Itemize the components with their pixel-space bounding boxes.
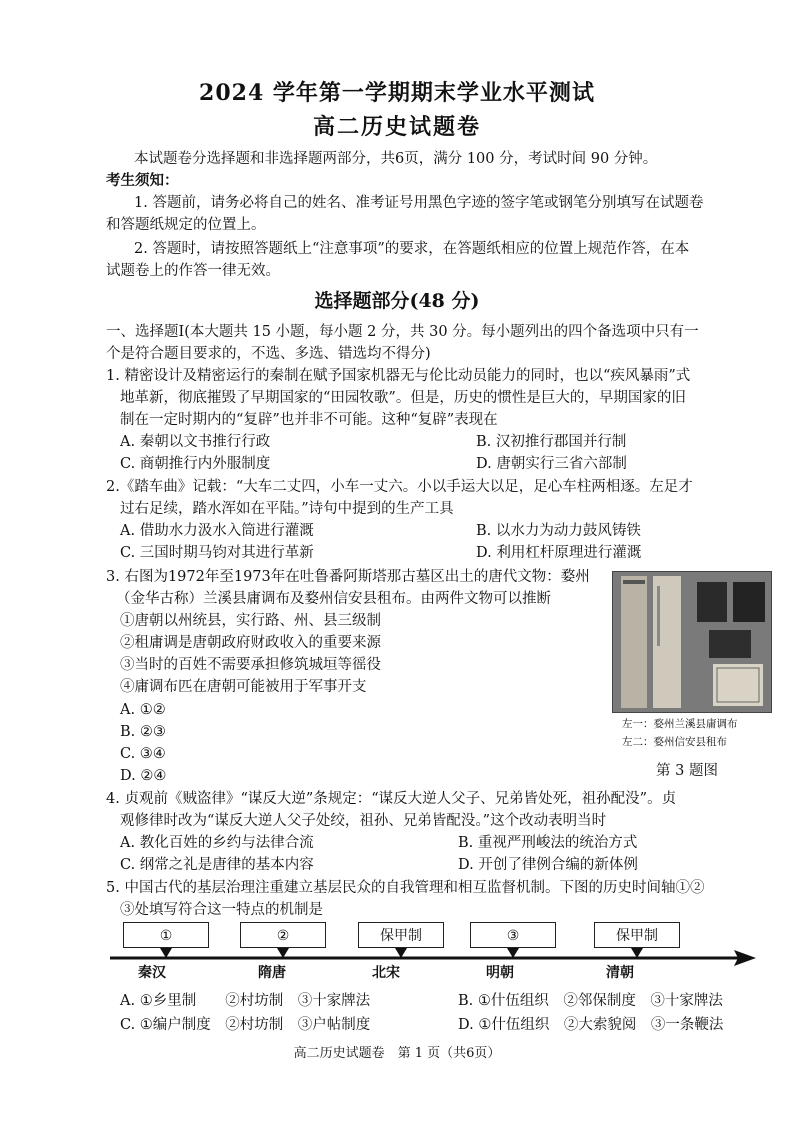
timeline-box-4: ③ bbox=[470, 922, 556, 948]
q2-stem-line2: 过右足续，踏水浑如在平陆。”诗句中提到的生产工具 bbox=[120, 501, 454, 517]
q2-option-a: A. 借助水力汲水入筒进行灌溉 bbox=[120, 523, 314, 539]
timeline-era-3: 北宋 bbox=[372, 965, 400, 981]
q5-option-a: A. ①乡里制 ②村坊制 ③十家牌法 bbox=[120, 993, 371, 1009]
timeline-box-2: ② bbox=[240, 922, 326, 948]
notice-heading: 考生须知： bbox=[106, 172, 179, 189]
q5-stem-line1: 5. 中国古代的基层治理注重建立基层民众的自我管理和相互监督机制。下图的历史时间轴①② bbox=[106, 880, 705, 896]
timeline-era-4: 明朝 bbox=[486, 965, 514, 981]
q4-option-b: B. 重视严刑峻法的统治方式 bbox=[458, 835, 638, 851]
q3-artifact-photo bbox=[612, 571, 772, 713]
q3-caption-1: 左一：婺州兰溪县庸调布 bbox=[622, 718, 738, 730]
q3-option-a: A. ①② bbox=[120, 702, 166, 718]
q4-stem-line2: 观修律时改为“谋反大逆人父子处绞，祖孙、兄弟皆配没。”这个改动表明当时 bbox=[120, 813, 607, 829]
q2-option-b: B. 以水力为动力鼓风铸铁 bbox=[476, 523, 641, 539]
q4-stem-line1: 4. 贞观前《贼盗律》“谋反大逆”条规定：“谋反大逆人父子、兄弟皆处死，祖孙配没”。贞 bbox=[106, 791, 677, 807]
timeline-box-5: 保甲制 bbox=[594, 922, 680, 948]
q4-option-d: D. 开创了律例合编的新体例 bbox=[458, 857, 638, 873]
exam-title: 2024 学年第一学期期末学业水平测试 bbox=[199, 80, 595, 106]
notice-item2-line1: 2. 答题时，请按照答题纸上“注意事项”的要求，在答题纸相应的位置上规范作答，在本 bbox=[134, 241, 690, 257]
q1-option-c: C. 商朝推行内外服制度 bbox=[120, 456, 271, 472]
section1-instructions-line2: 个是符合题目要求的，不选、多选、错选均不得分) bbox=[106, 346, 431, 362]
q1-option-b: B. 汉初推行郡国并行制 bbox=[476, 434, 627, 450]
q3-option-b: B. ②③ bbox=[120, 724, 166, 740]
q4-option-a: A. 教化百姓的乡约与法律合流 bbox=[120, 835, 314, 851]
q3-statement-3: ③当时的百姓不需要承担修筑城垣等徭役 bbox=[120, 657, 381, 673]
q3-statement-4: ④庸调布匹在唐朝可能被用于军事开支 bbox=[120, 679, 367, 695]
q2-stem-line1: 2.《踏车曲》记载：“大车二丈四，小车一丈六。小以手运大以足，足心车柱两相逐。左足才 bbox=[106, 479, 693, 495]
section1-instructions-line1: 一、选择题Ⅰ(本大题共 15 小题，每小题 2 分，共 30 分。每小题列出的四个备选项中只有一 bbox=[106, 324, 699, 340]
q3-statement-2: ②租庸调是唐朝政府财政收入的重要来源 bbox=[120, 635, 381, 651]
notice-item1-line1: 1. 答题前，请务必将自己的姓名、准考证号用黑色字迹的签字笔或钢笔分别填写在试题卷 bbox=[134, 195, 704, 211]
exam-subtitle: 高二历史试题卷 bbox=[312, 114, 481, 140]
q1-stem-line1: 1. 精密设计及精密运行的秦制在赋予国家机器无与伦比动员能力的同时，也以“疾风暴雨”式 bbox=[106, 368, 691, 384]
timeline-axis bbox=[110, 944, 756, 968]
timeline-box-3: 保甲制 bbox=[358, 922, 444, 948]
q3-option-d: D. ②④ bbox=[120, 768, 167, 784]
section-title: 选择题部分(48 分) bbox=[314, 290, 480, 312]
q1-option-a: A. 秦朝以文书推行行政 bbox=[120, 434, 271, 450]
q3-stem-line2: （金华古称）兰溪县庸调布及婺州信安县租布。由两件文物可以推断 bbox=[116, 591, 551, 607]
q3-stem-line1: 3. 右图为1972年至1973年在吐鲁番阿斯塔那古墓区出土的唐代文物：婺州 bbox=[106, 569, 590, 585]
timeline-era-5: 清朝 bbox=[606, 965, 634, 981]
q5-option-b: B. ①什伍组织 ②邻保制度 ③十家牌法 bbox=[458, 993, 723, 1009]
q2-option-d: D. 利用杠杆原理进行灌溉 bbox=[476, 545, 642, 561]
timeline-box-1: ① bbox=[123, 922, 209, 948]
notice-item2-line2: 试题卷上的作答一律无效。 bbox=[106, 263, 280, 279]
q4-option-c: C. 纲常之礼是唐律的基本内容 bbox=[120, 857, 314, 873]
timeline-era-2: 隋唐 bbox=[258, 965, 286, 981]
q1-stem-line2: 地革新，彻底摧毁了早期国家的“田园牧歌”。但是，历史的惯性是巨大的，早期国家的旧 bbox=[120, 390, 686, 406]
q5-option-d: D. ①什伍组织 ②大索貌阅 ③一条鞭法 bbox=[458, 1017, 724, 1033]
q5-stem-line2: ③处填写符合这一特点的机制是 bbox=[120, 902, 323, 918]
q2-option-c: C. 三国时期马钧对其进行革新 bbox=[120, 545, 314, 561]
q3-statement-1: ①唐朝以州统县，实行路、州、县三级制 bbox=[120, 613, 381, 629]
q3-figure-label: 第 3 题图 bbox=[656, 763, 718, 779]
page-footer: 高二历史试题卷 第 1 页（共6页） bbox=[293, 1046, 501, 1061]
q1-stem-line3: 制在一定时期内的“复辟”也并非不可能。这种“复辟”表现在 bbox=[120, 412, 498, 428]
q1-option-d: D. 唐朝实行三省六部制 bbox=[476, 456, 627, 472]
timeline-era-1: 秦汉 bbox=[138, 965, 166, 981]
notice-item1-line2: 和答题纸规定的位置上。 bbox=[106, 217, 266, 233]
q5-option-c: C. ①编户制度 ②村坊制 ③户帖制度 bbox=[120, 1017, 371, 1033]
intro-text: 本试题卷分选择题和非选择题两部分，共6页，满分 100 分，考试时间 90 分钟。 bbox=[134, 151, 658, 167]
q3-option-c: C. ③④ bbox=[120, 746, 166, 762]
q3-caption-2: 左二：婺州信安县租布 bbox=[622, 736, 727, 748]
